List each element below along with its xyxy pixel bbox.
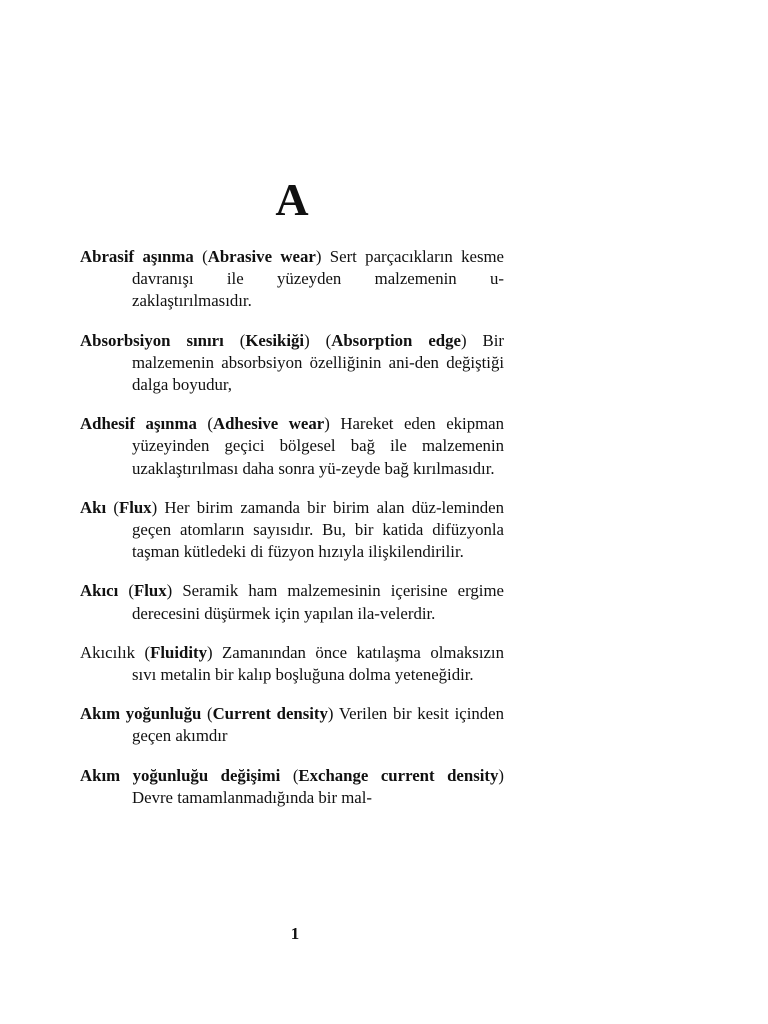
glossary-entry: Absorbsiyon sınırı (Kesikiği) (Absorption edge) Bir malzemenin absorbsiyon özelliğinin ani-den değiştiği dalga boyudur, xyxy=(80,330,504,395)
entry-translation: Flux xyxy=(118,497,152,517)
entry-term: Akım yoğunluğu değişimi xyxy=(80,765,281,785)
page-number: 1 xyxy=(290,924,300,943)
glossary-entry: Akı (Flux) Her birim zamanda bir birim alan düz-leminden geçen atomların sayısıdır. Bu, bir katida difüzyonla taşman kütledeki di füzyon hızıyla ilişkilendirilir. xyxy=(80,497,504,562)
entry-alt-term: Kesikiği xyxy=(245,330,305,350)
entry-definition: Verilen bir kesit içinden geçen akımdır xyxy=(132,704,504,746)
entry-definition: Bir malzemenin absorbsiyon özelliğinin ani-den değiştiği dalga boyudur, xyxy=(132,330,504,395)
entry-definition: Zamanından önce katılaşma olmaksızın sıvı metalin bir kalıp boşluğuna dolma yeteneğidir. xyxy=(132,642,504,685)
section-letter-heading: A xyxy=(275,174,309,225)
entry-translation: Absorption edge xyxy=(331,330,461,350)
glossary-entry-list xyxy=(80,246,504,826)
entry-term: Akıcı xyxy=(80,581,119,601)
entry-translation: Fluidity xyxy=(150,642,207,662)
entry-definition: Devre tamamlanmadığında bir mal- xyxy=(132,787,372,807)
glossary-entry: Akıcılık (Fluidity) Zamanından önce katılaşma olmaksızın sıvı metalin bir kalıp boşluğuna dolma yeteneğidir. xyxy=(80,642,504,685)
entry-definition: Sert parçacıkların kesme davranışı ile yüzeyden malzemenin u-zaklaştırılmasıdır. xyxy=(132,247,504,311)
glossary-entry: Akım yoğunluğu (Current density) Verilen bir kesit içinden geçen akımdır xyxy=(80,704,504,746)
entry-term: Abrasif aşınma xyxy=(80,247,194,266)
entry-term: Adhesif aşınma xyxy=(80,414,197,434)
entry-definition: Her birim zamanda bir birim alan düz-leminden geçen atomların sayısıdır. Bu, bir katida difüzyonla taşman kütledeki di füzyon hızıyla ilişkilendirilir. xyxy=(132,497,504,562)
glossary-entry: Abrasif aşınma (Abrasive wear) Sert parçacıkların kesme davranışı ile yüzeyden malzemenin u-zaklaştırılmasıdır. xyxy=(80,247,504,311)
entry-translation: Flux xyxy=(133,581,167,601)
glossary-entry: Akım yoğunluğu değişimi (Exchange current density) Devre tamamlanmadığında bir mal- xyxy=(80,765,504,807)
entry-translation: Current density xyxy=(212,704,328,724)
glossary-entry: Akıcı (Flux) Seramik ham malzemesinin içerisine ergime derecesini düşürmek için yapılan ila-velerdir. xyxy=(80,581,504,623)
entry-translation: Abrasive wear xyxy=(207,247,316,266)
entry-term: Absorbsiyon sınırı xyxy=(80,330,224,350)
entry-term: Akı xyxy=(80,497,107,517)
entry-definition: Hareket eden ekipman yüzeyinden geçici bölgesel bağ ile malzemenin uzaklaştırılması daha sonra yü-zeyde bağ kırılmasıdır. xyxy=(132,414,504,478)
entry-definition: Seramik ham malzemesinin içerisine ergime derecesini düşürmek için yapılan ila-velerdir. xyxy=(132,581,504,623)
entry-translation: Exchange current density xyxy=(298,765,499,785)
entry-translation: Adhesive wear xyxy=(212,414,325,434)
glossary-entry: Adhesif aşınma (Adhesive wear) Hareket eden ekipman yüzeyinden geçici bölgesel bağ ile malzemenin uzaklaştırılması daha sonra yü-zeyde bağ kırılmasıdır. xyxy=(80,414,504,478)
entry-term: Akım yoğunluğu xyxy=(80,704,202,724)
entry-term: Akıcılık xyxy=(80,642,135,662)
